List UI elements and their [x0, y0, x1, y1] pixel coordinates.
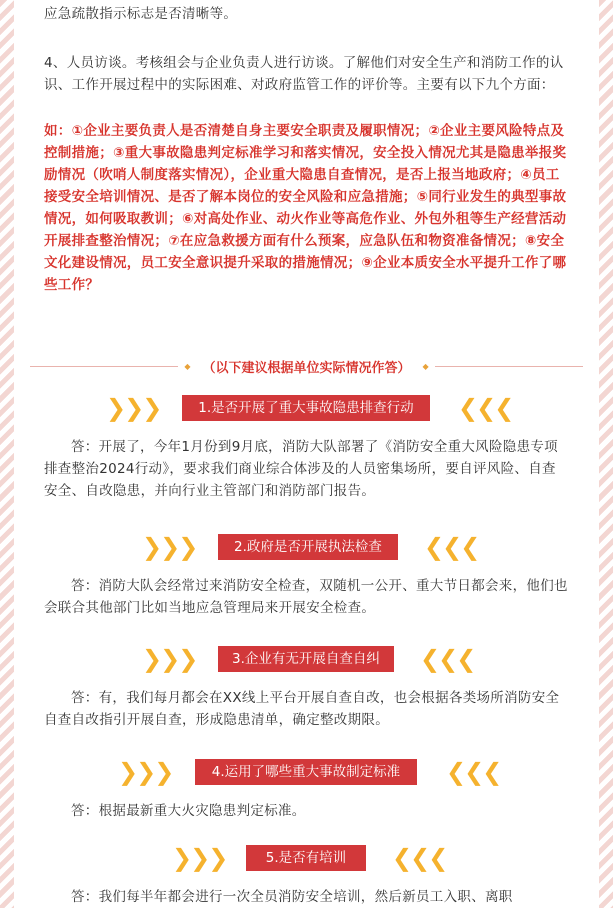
- section-answer-5: 答：我们每半年都会进行一次全员消防安全培训，然后新员工入职、离职: [71, 889, 513, 905]
- section-title-5: 5.是否有培训: [246, 845, 366, 871]
- item4-examples: 如：①企业主要负责人是否清楚自身主要安全职责及履职情况；②企业主要风险特点及控制措施；③重大事故隐患判定标准学习和落实情况，安全投入情况尤其是隐患举报奖励情况（吹哨人制度落实情况），企业重大隐患自查情况，是否上报当地政府；④员工接受安全培训情况、是否了解本岗位的安全风险和应急措施；⑤同行业发生的典型事故情况，如何吸取教训；⑥对高处作业、动火作业等高危作业、外包外租等生产经营活动开展排查整治情况；⑦在应急救援方面有什么预案，应急队伍和物资准备情况；⑧安全文化建设情况，员工安全意识提升采取的措施情况；⑨企业本质安全水平提升工作了哪些工作？: [44, 123, 567, 293]
- section-title-2: 2.政府是否开展执法检查: [218, 534, 398, 560]
- qa-section-4: [0, 757, 613, 819]
- divider-line-right: [435, 366, 583, 367]
- right-arrows-icon: ❯❯❯: [106, 394, 161, 422]
- left-arrows-icon: ❮❮❮: [458, 394, 513, 422]
- qa-section-5: [0, 843, 613, 905]
- right-arrows-icon: ❯❯❯: [172, 844, 227, 872]
- section-answer-1: 答：开展了，今年1月份到9月底，消防大队部署了《消防安全重大风险隐患专项排查整治2024行动》，要求我们商业综合体涉及的人员密集场所，要自评风险、自查安全、自改隐患，并向行业主管部门和消防部门报告。: [44, 439, 558, 499]
- diamond-icon: ◆: [184, 361, 191, 371]
- item4-intro: 4、人员访谈。考核组会与企业负责人进行访谈。了解他们对安全生产和消防工作的认识、工作开展过程中的实际困难、对政府监管工作的评价等。主要有以下九个方面：: [44, 55, 564, 93]
- top-paragraph: 应急疏散指示标志是否清晰等。: [44, 6, 238, 22]
- section-title-3: 3.企业有无开展自查自纠: [218, 646, 394, 672]
- qa-section-2: [0, 532, 613, 616]
- diamond-icon: ◆: [422, 361, 429, 371]
- section-answer-2: 答：消防大队会经常过来消防安全检查，双随机一公开、重大节日都会来，他们也会联合其他部门比如当地应急管理局来开展安全检查。: [44, 578, 568, 616]
- qa-section-1: [0, 393, 613, 499]
- left-arrows-icon: ❮❮❮: [446, 758, 501, 786]
- right-arrows-icon: ❯❯❯: [142, 645, 197, 673]
- section-title-1: 1.是否开展了重大事故隐患排查行动: [182, 395, 430, 421]
- qa-section-3: [0, 644, 613, 728]
- left-arrows-icon: ❮❮❮: [420, 645, 475, 673]
- right-arrows-icon: ❯❯❯: [118, 758, 173, 786]
- section-divider: [30, 355, 583, 377]
- right-arrows-icon: ❯❯❯: [142, 533, 197, 561]
- section-answer-3: 答：有，我们每月都会在XX线上平台开展自查自改，也会根据各类场所消防安全自查自改指引开展自查，形成隐患清单，确定整改期限。: [44, 690, 560, 728]
- divider-line-left: [30, 366, 178, 367]
- left-arrows-icon: ❮❮❮: [424, 533, 479, 561]
- divider-text: （以下建议根据单位实际情况作答）: [202, 360, 411, 376]
- section-answer-4: 答：根据最新重大火灾隐患判定标准。: [71, 803, 306, 819]
- left-arrows-icon: ❮❮❮: [392, 844, 447, 872]
- section-title-4: 4.运用了哪些重大事故制定标准: [195, 759, 417, 785]
